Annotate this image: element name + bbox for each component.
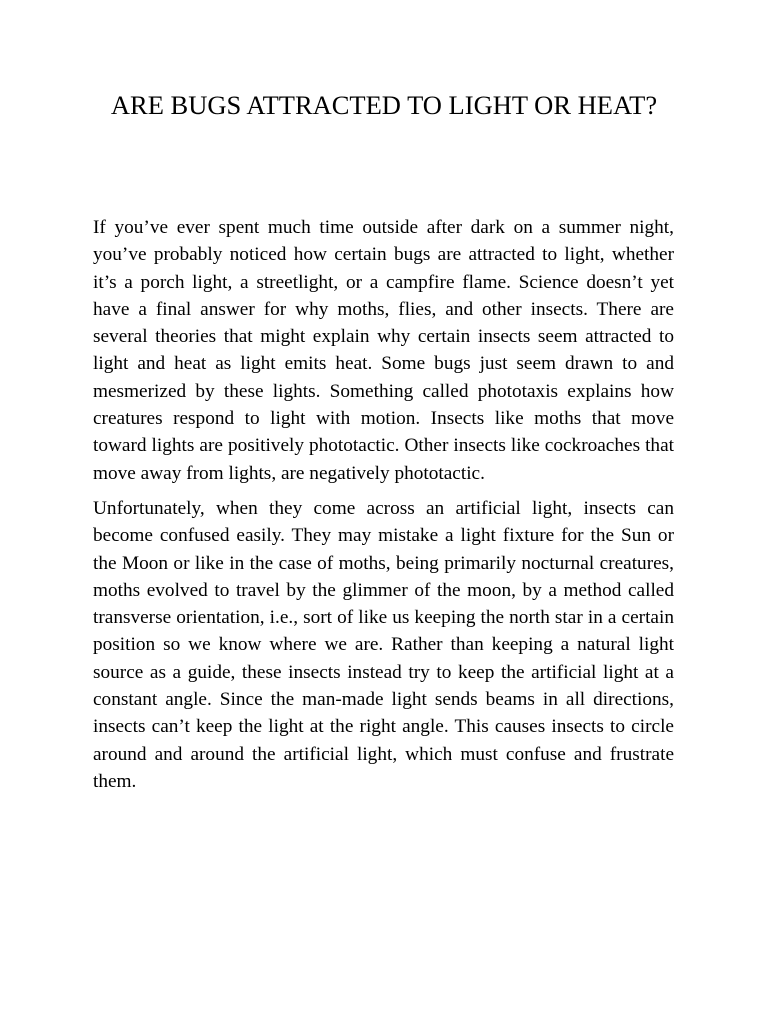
body-paragraph-2: Unfortunately, when they come across an artificial light, insects can become confused easily. They may mistake a light fixture for the Sun or the Moon or like in the case of moths, being primarily nocturnal creatures, moths evolved to travel by the glimmer of the moon, by a method called transverse orientation, i.e., sort of like us keeping the north star in a certain position so we know where we are. Rather than keeping a natural light source as a guide, these insects instead try to keep the artificial light at a constant angle. Since the man-made light sends beams in all directions, insects can’t keep the light at the right angle. This causes insects to circle around and around the artificial light, which must confuse and frustrate them. [93, 497, 674, 792]
body-paragraph-1: If you’ve ever spent much time outside after dark on a summer night, you’ve probably noticed how certain bugs are attracted to light, whether it’s a porch light, a streetlight, or a campfire flame. Science doesn’t yet have a final answer for why moths, flies, and other insects. There are several theories that might explain why certain insects seem attracted to light and heat as light emits heat. Some bugs just seem drawn to and mesmerized by these lights. Something called phototaxis explains how creatures respond to light with motion. Insects like moths that move toward lights are positively phototactic. Other insects like cockroaches that move away from lights, are negatively phototactic. [93, 217, 674, 484]
document-title: ARE BUGS ATTRACTED TO LIGHT OR HEAT? [110, 90, 658, 120]
document-body [93, 214, 674, 795]
